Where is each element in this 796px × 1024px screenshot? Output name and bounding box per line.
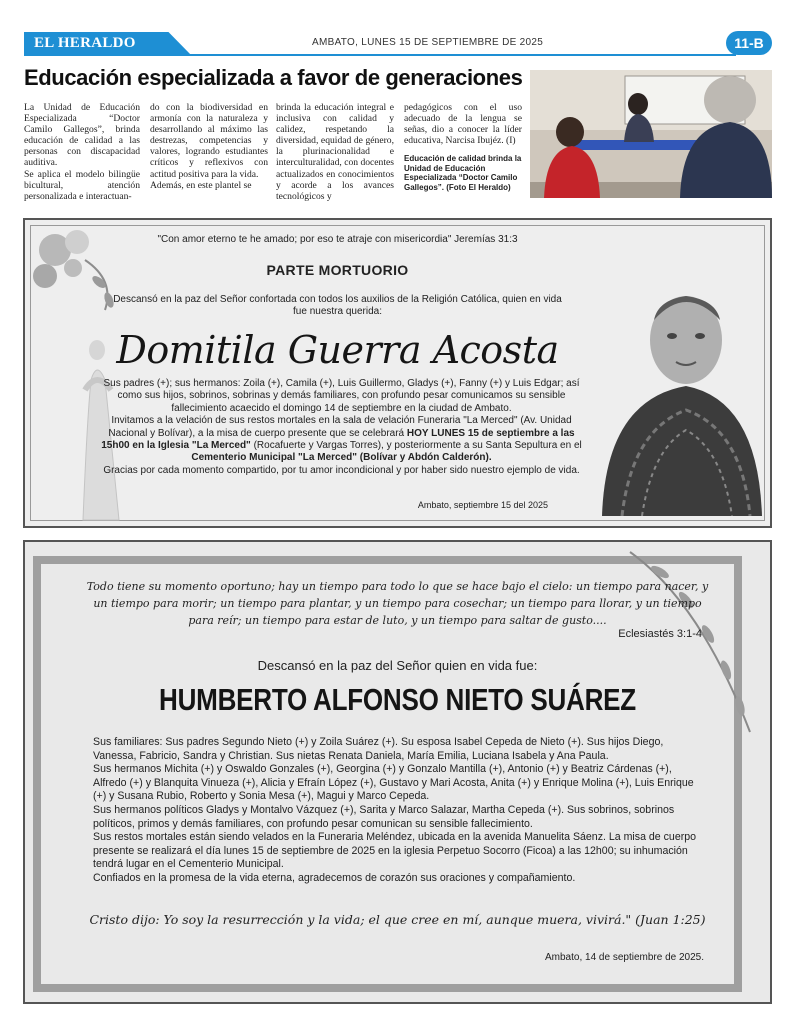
article-paragraph: do con la biodiversidad en armonía con la naturaleza y desarrollando al máximo las destrezas, competencias y valores, logrando estudiantes críticos y reflexivos con actitud positiva para la vida.: [150, 102, 268, 180]
family-paragraph: Sus padres (+); sus hermanos: Zoila (+), Camila (+), Luis Guillermo, Gladys (+), Fanny (+) y Luis Edgar; así como sus hijos, sobrinos, sobrinas y demás familiares, con profundo pesar comunicamos su sensible fallecimiento acaecido el domingo 14 de septiembre en la ciudad de Ambato.: [103, 378, 580, 414]
brand-name: EL HERALDO: [34, 35, 136, 51]
obituary-intro: Descansó en la paz del Señor confortada con todos los auxilios de la Religión Católica, quien en vida fue nuestra querida:: [113, 294, 562, 317]
thanks-paragraph: Gracias por cada momento compartido, por tu amor incondicional y por haber sido nuestro ejemplo de vida.: [103, 464, 580, 476]
cemetery-details: Cementerio Municipal "La Merced" (Bolívar y Abdón Calderón).: [191, 452, 492, 464]
classroom-photo: [530, 70, 772, 198]
verse-reference: Eclesiastés 3:1-4: [618, 628, 702, 640]
obituary-paragraph: Confiados en la promesa de la vida eterna, agradecemos de corazón sus oraciones y compañamiento.: [93, 871, 576, 884]
closing-quote: Cristo dijo: Yo soy la resurrección y la vida; el que cree en mí, aunque muera, vivirá." (Juan 1:25): [89, 912, 706, 927]
article-title: Educación especializada a favor de generaciones: [24, 65, 523, 90]
page-header: [0, 28, 796, 58]
photo-caption: Educación de calidad brinda la Unidad de Educación Especializada “Doctor Camilo Gallegos”. (Foto El Heraldo): [404, 154, 522, 192]
obituary-date: Ambato, septiembre 15 del 2025: [417, 500, 548, 510]
page-number-badge: 11-B: [726, 31, 772, 55]
obituary-verse: Todo tiene su momento oportuno; hay un tiempo para todo lo que se hace bajo el cielo: un tiempo para nacer, y un tiempo para morir; un tiempo para plantar, y un tiempo para cosechar; un tiempo para llorar, y un tiempo para reír; un tiempo para estar de luto, y un tiempo para saltar de gusto....: [86, 580, 709, 627]
obituary-paragraph: Sus hermanos políticos Gladys y Montalvo Vázquez (+), Sarita y Marco Salazar, Martha Cepeda (+). Sus sobrinos, sobrinos políticos, primos y demás familiares, con profundo pesar comunican su sensible fallecimiento.: [93, 803, 675, 830]
obituary-date: Ambato, 14 de septiembre de 2025.: [545, 952, 704, 963]
article-paragraph: brinda la educación integral e inclusiva con calidad y calidez, respetando la diversidad, equidad de género, la plurinacionalidad e interculturalidad, con docentes actualizados en conocimientos y acorde a los avances tecnológicos y: [276, 102, 395, 202]
obituary-paragraph: Sus restos mortales están siendo velados en la Funeraria Meléndez, ubicada en la avenida Manuelita Sáenz. La misa de cuerpo presente se realizará el día lunes 15 de septiembre de 2025 en la iglesia Perpetuo Socorro (Ficoa) a las 12h00; su inhumación tendrá lugar en el Cementerio Municipal.: [93, 831, 697, 871]
mass-details: HOY LUNES 15 de septiembre a las 15h00 en la Iglesia "La Merced": [101, 427, 575, 452]
obituary-intro: Descansó en la paz del Señor quien en vida fue:: [257, 658, 538, 673]
article-column-1: [24, 102, 140, 202]
service-text: (Rocafuerte y Vargas Torres), y posteriormente a su Santa Sepultura en el: [250, 440, 582, 452]
article-column-2: [150, 102, 268, 191]
service-text: Invitamos a la velación de sus restos mortales en la sala de velación Funeraria "La Merced" (Av. Unidad Nacional y Bolívar), a la misa de cuerpo presente que se celebrará: [108, 415, 572, 439]
deceased-portrait: [592, 280, 762, 516]
article-paragraph: Se aplica el modelo bilingüe bicultural, atención personalizada e interactuan-: [24, 168, 140, 202]
obituary-verse: "Con amor eterno te he amado; por eso te atraje con misericordia" Jeremías 31:3: [157, 234, 518, 245]
article-paragraph: pedagógicos con el uso adecuado de la lengua se señas, dio a conocer la líder educativa, Narcisa Ibujéz. (I): [404, 102, 522, 147]
obituary-domitila: [23, 218, 772, 528]
deceased-name: Domitila Guerra Acosta: [116, 328, 559, 372]
obituary-body: [93, 736, 704, 886]
article-paragraph: Además, en este plantel se: [150, 179, 252, 191]
header-rule: [186, 54, 736, 56]
obituary-paragraph: Sus hermanos Michita (+) y Oswaldo Gonzales (+), Georgina (+) y Gonzalo Mantilla (+), Antonio (+) y Beatriz Cárdenas (+), Alfredo (+) y Blanquita Vinueza (+), Alicia y Efraín López (+), Gustavo y Mari Acosta, Anita (+) y Enrique Molina (+), Luis Enrique (+) y Susana Rubio, Roberto y Sonia Mesa (+), Magui y Marco Cepeda.: [93, 763, 694, 803]
issue-date: AMBATO, LUNES 15 DE SEPTIEMBRE DE 2025: [312, 37, 544, 48]
article-column-4: [404, 102, 522, 146]
obituary-heading: PARTE MORTUORIO: [266, 262, 409, 278]
deceased-name: HUMBERTO ALFONSO NIETO SUÁREZ: [159, 682, 636, 717]
obituary-body: [99, 378, 584, 477]
obituary-paragraph: Sus familiares: Sus padres Segundo Nieto (+) y Zoila Suárez (+). Su esposa Isabel Cepeda de Nieto (+). Sus hijos Diego, Vanessa, Fabricio, Sandra y Christian. Sus nietas Renata Daniela, María Emilia, Luciana Isabela y Ana Paula.: [93, 736, 664, 762]
article-column-3: [276, 102, 394, 202]
article-paragraph: La Unidad de Educación Especializada “Doctor Camilo Gallegos”, brinda educación de calidad a las personas con discapacidad auditiva.: [24, 102, 140, 169]
obituary-humberto: [23, 540, 772, 1004]
